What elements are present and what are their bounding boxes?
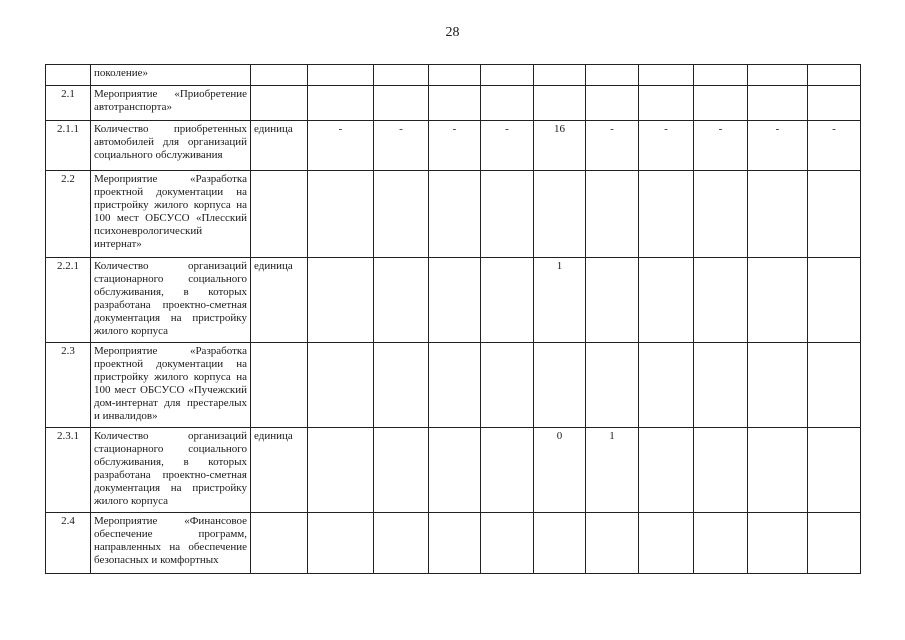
value-cell [586, 86, 639, 121]
table-row [46, 171, 861, 258]
value-cell [639, 65, 694, 86]
value-cell [748, 428, 808, 513]
row-description-cell: Мероприятие «Финансовое обеспечение программ, направленных на обеспечение безопасных и комфортных [91, 513, 251, 574]
value-cell [429, 86, 481, 121]
value-cell [308, 86, 374, 121]
value-cell [639, 513, 694, 574]
value-cell [694, 428, 748, 513]
row-number-cell [46, 65, 91, 86]
value-cell [586, 65, 639, 86]
value-cell [534, 65, 586, 86]
value-cell [534, 343, 586, 428]
value-cell: 16 [534, 121, 586, 171]
value-cell [808, 171, 861, 258]
value-cell [694, 513, 748, 574]
row-number-cell: 2.3.1 [46, 428, 91, 513]
value-cell [639, 343, 694, 428]
value-cell [748, 343, 808, 428]
value-cell [429, 171, 481, 258]
row-unit-cell: единица [251, 428, 308, 513]
value-cell: - [308, 121, 374, 171]
value-cell [534, 171, 586, 258]
row-unit-cell [251, 65, 308, 86]
value-cell [374, 86, 429, 121]
value-cell [308, 343, 374, 428]
value-cell [481, 428, 534, 513]
row-unit-cell: единица [251, 258, 308, 343]
row-description-cell: Мероприятие «Разработка проектной документации на пристройку жилого корпуса на 100 мест ОБСУСО «Плесский психоневрологический интернат» [91, 171, 251, 258]
value-cell [748, 513, 808, 574]
value-cell [308, 428, 374, 513]
value-cell [429, 428, 481, 513]
value-cell [534, 86, 586, 121]
row-unit-cell: единица [251, 121, 308, 171]
value-cell: - [639, 121, 694, 171]
value-cell [808, 428, 861, 513]
value-cell: - [586, 121, 639, 171]
value-cell [374, 343, 429, 428]
value-cell [639, 171, 694, 258]
row-description-cell: поколение» [91, 65, 251, 86]
indicators-table [45, 64, 861, 574]
value-cell: - [481, 121, 534, 171]
row-description-cell: Мероприятие «Приобретение автотранспорта» [91, 86, 251, 121]
value-cell [308, 513, 374, 574]
value-cell [374, 171, 429, 258]
table-row [46, 65, 861, 86]
value-cell [748, 171, 808, 258]
row-number-cell: 2.2.1 [46, 258, 91, 343]
value-cell [374, 428, 429, 513]
row-number-cell: 2.1.1 [46, 121, 91, 171]
table-row [46, 258, 861, 343]
value-cell [808, 258, 861, 343]
value-cell [429, 258, 481, 343]
value-cell [481, 258, 534, 343]
value-cell: 1 [586, 428, 639, 513]
row-number-cell: 2.1 [46, 86, 91, 121]
value-cell [808, 513, 861, 574]
value-cell [429, 343, 481, 428]
value-cell: - [374, 121, 429, 171]
value-cell [586, 171, 639, 258]
value-cell [374, 258, 429, 343]
value-cell: 1 [534, 258, 586, 343]
table-row [46, 428, 861, 513]
table-body [46, 65, 861, 574]
row-number-cell: 2.4 [46, 513, 91, 574]
row-description-cell: Количество организаций стационарного социального обслуживания, в которых разработана проектно-сметная документация на пристройку жилого корпуса [91, 258, 251, 343]
row-unit-cell [251, 171, 308, 258]
value-cell: 0 [534, 428, 586, 513]
value-cell [481, 343, 534, 428]
value-cell [586, 343, 639, 428]
value-cell [748, 86, 808, 121]
value-cell [748, 65, 808, 86]
value-cell [374, 65, 429, 86]
value-cell [808, 65, 861, 86]
value-cell [808, 343, 861, 428]
value-cell: - [429, 121, 481, 171]
value-cell [534, 513, 586, 574]
value-cell [639, 428, 694, 513]
row-description-cell: Количество приобретенных автомобилей для организаций социального обслуживания [91, 121, 251, 171]
table-row [46, 513, 861, 574]
table-row [46, 86, 861, 121]
value-cell [639, 258, 694, 343]
row-number-cell: 2.2 [46, 171, 91, 258]
value-cell [694, 171, 748, 258]
value-cell [694, 343, 748, 428]
row-unit-cell [251, 343, 308, 428]
value-cell [481, 171, 534, 258]
value-cell [429, 513, 481, 574]
row-number-cell: 2.3 [46, 343, 91, 428]
value-cell [586, 513, 639, 574]
value-cell [481, 65, 534, 86]
row-unit-cell [251, 513, 308, 574]
table-row [46, 343, 861, 428]
value-cell [481, 86, 534, 121]
value-cell [808, 86, 861, 121]
row-description-cell: Количество организаций стационарного социального обслуживания, в которых разработана проектно-сметная документация на пристройку жилого корпуса [91, 428, 251, 513]
value-cell [586, 258, 639, 343]
row-description-cell: Мероприятие «Разработка проектной документации на пристройку жилого корпуса на 100 мест ОБСУСО «Пучежский дом-интернат для престарелых и инвалидов» [91, 343, 251, 428]
value-cell [429, 65, 481, 86]
value-cell: - [694, 121, 748, 171]
value-cell [639, 86, 694, 121]
value-cell [694, 65, 748, 86]
row-unit-cell [251, 86, 308, 121]
value-cell [308, 258, 374, 343]
value-cell [374, 513, 429, 574]
page-number: 28 [445, 25, 460, 40]
value-cell [694, 258, 748, 343]
value-cell: - [748, 121, 808, 171]
value-cell: - [808, 121, 861, 171]
value-cell [308, 171, 374, 258]
value-cell [748, 258, 808, 343]
value-cell [308, 65, 374, 86]
table-row [46, 121, 861, 171]
value-cell [694, 86, 748, 121]
value-cell [481, 513, 534, 574]
